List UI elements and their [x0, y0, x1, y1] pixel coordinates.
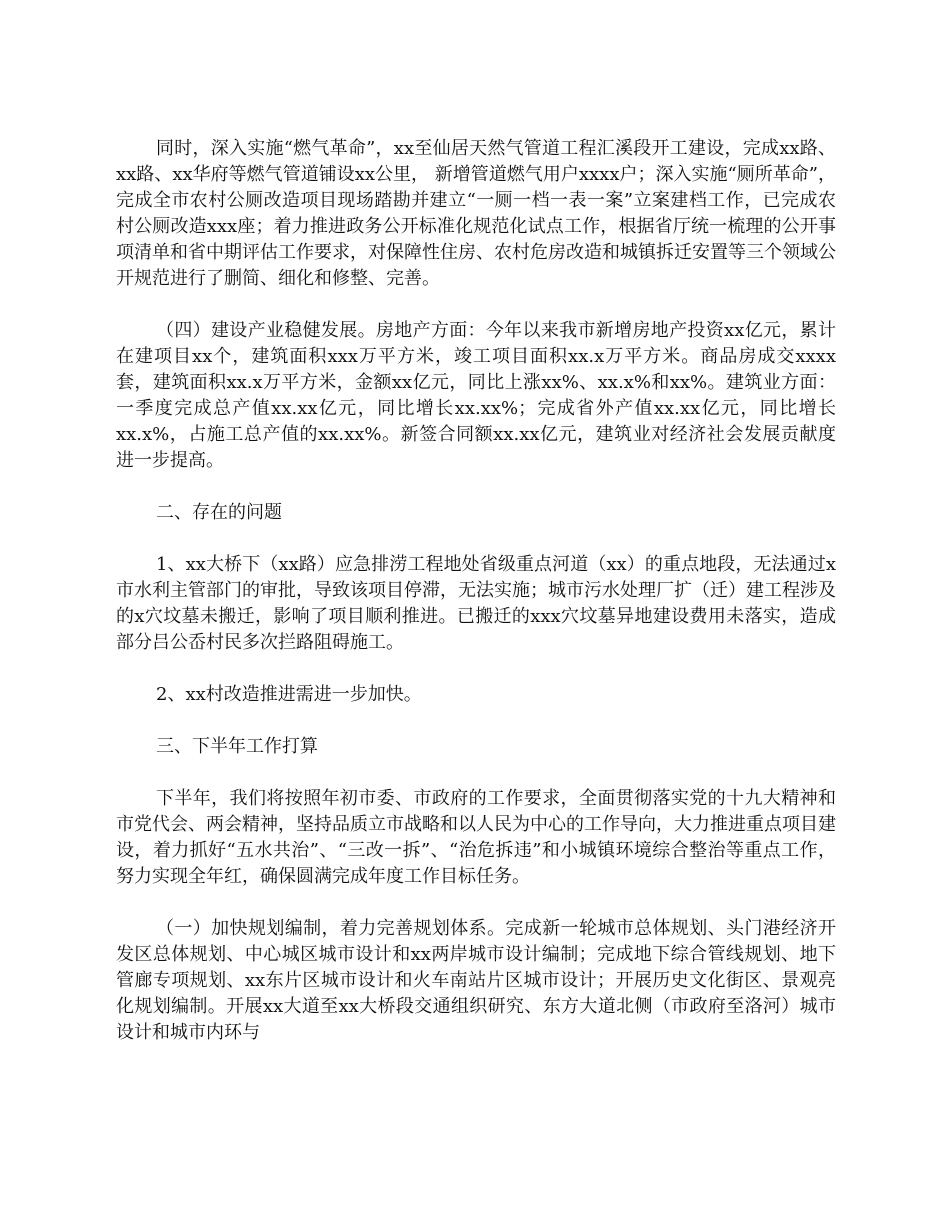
paragraph-construction-industry: （四）建设产业稳健发展。房地产方面：今年以来我市新增房地产投资xx亿元，累计在建项目xx个，建筑面积xxx万平方米，竣工项目面积xx.x万平方米。商品房成交xxxx套，建筑面积xx.x万平方米，金额xx亿元，同比上涨xx%、xx.x%和xx%。建筑业方面：一季度完成总产值xx.xx亿元，同比增长xx.xx%；完成省外产值xx.xx亿元，同比增长xx.x%，占施工总产值的xx.xx%。新签合同额xx.xx亿元，建筑业对经济社会发展贡献度进一步提高。: [116, 320, 836, 471]
paragraph-gas-toilet-reform: 同时，深入实施“燃气革命”，xx至仙居天然气管道工程汇溪段开工建设，完成xx路、xx路、xx华府等燃气管道铺设xx公里， 新增管道燃气用户xxxx户；深入实施“厕所革命”，完成全市农村公厕改造项目现场踏勘并建立“一厕一档一表一案”立案建档工作，已完成农村公厕改造xxx座；着力推进政务公开标准化规范化试点工作，根据省厅统一梳理的公开事项清单和省中期评估工作要求，对保障性住房、农村危房改造和城镇拆迁安置等三个领域公开规范进行了删简、细化和修整、完善。: [116, 138, 836, 289]
document-body: [116, 136, 836, 1072]
section-heading-plans: 三、下半年工作打算: [156, 736, 318, 757]
paragraph-problem-2: 2、xx村改造推进需进一步加快。: [156, 684, 422, 705]
paragraph-planning-compilation: （一）加快规划编制，着力完善规划体系。完成新一轮城市总体规划、头门港经济开发区总体规划、中心城区城市设计和xx两岸城市设计编制；完成地下综合管线规划、地下管廊专项规划、xx东片区城市设计和火车南站片区城市设计；开展历史文化街区、景观亮化规划编制。开展xx大道至xx大桥段交通组织研究、东方大道北侧（市政府至洛河）城市设计和城市内环与: [116, 918, 836, 1043]
paragraph-problem-1: 1、xx大桥下（xx路）应急排涝工程地处省级重点河道（xx）的重点地段，无法通过x市水利主管部门的审批，导致该项目停滞，无法实施；城市污水处理厂扩（迁）建工程涉及的x穴坟墓未搬迁，影响了项目顺利推进。已搬迁的xxx穴坟墓异地建设费用未落实，造成部分吕公岙村民多次拦路阻碍施工。: [116, 554, 836, 653]
paragraph-plans-intro: 下半年，我们将按照年初市委、市政府的工作要求，全面贯彻落实党的十九大精神和市党代会、两会精神，坚持品质立市战略和以人民为中心的工作导向，大力推进重点项目建设，着力抓好“五水共治”、“三改一拆”、“治危拆违”和小城镇环境综合整治等重点工作，努力实现全年红，确保圆满完成年度工作目标任务。: [116, 788, 836, 887]
section-heading-problems: 二、存在的问题: [156, 502, 282, 523]
